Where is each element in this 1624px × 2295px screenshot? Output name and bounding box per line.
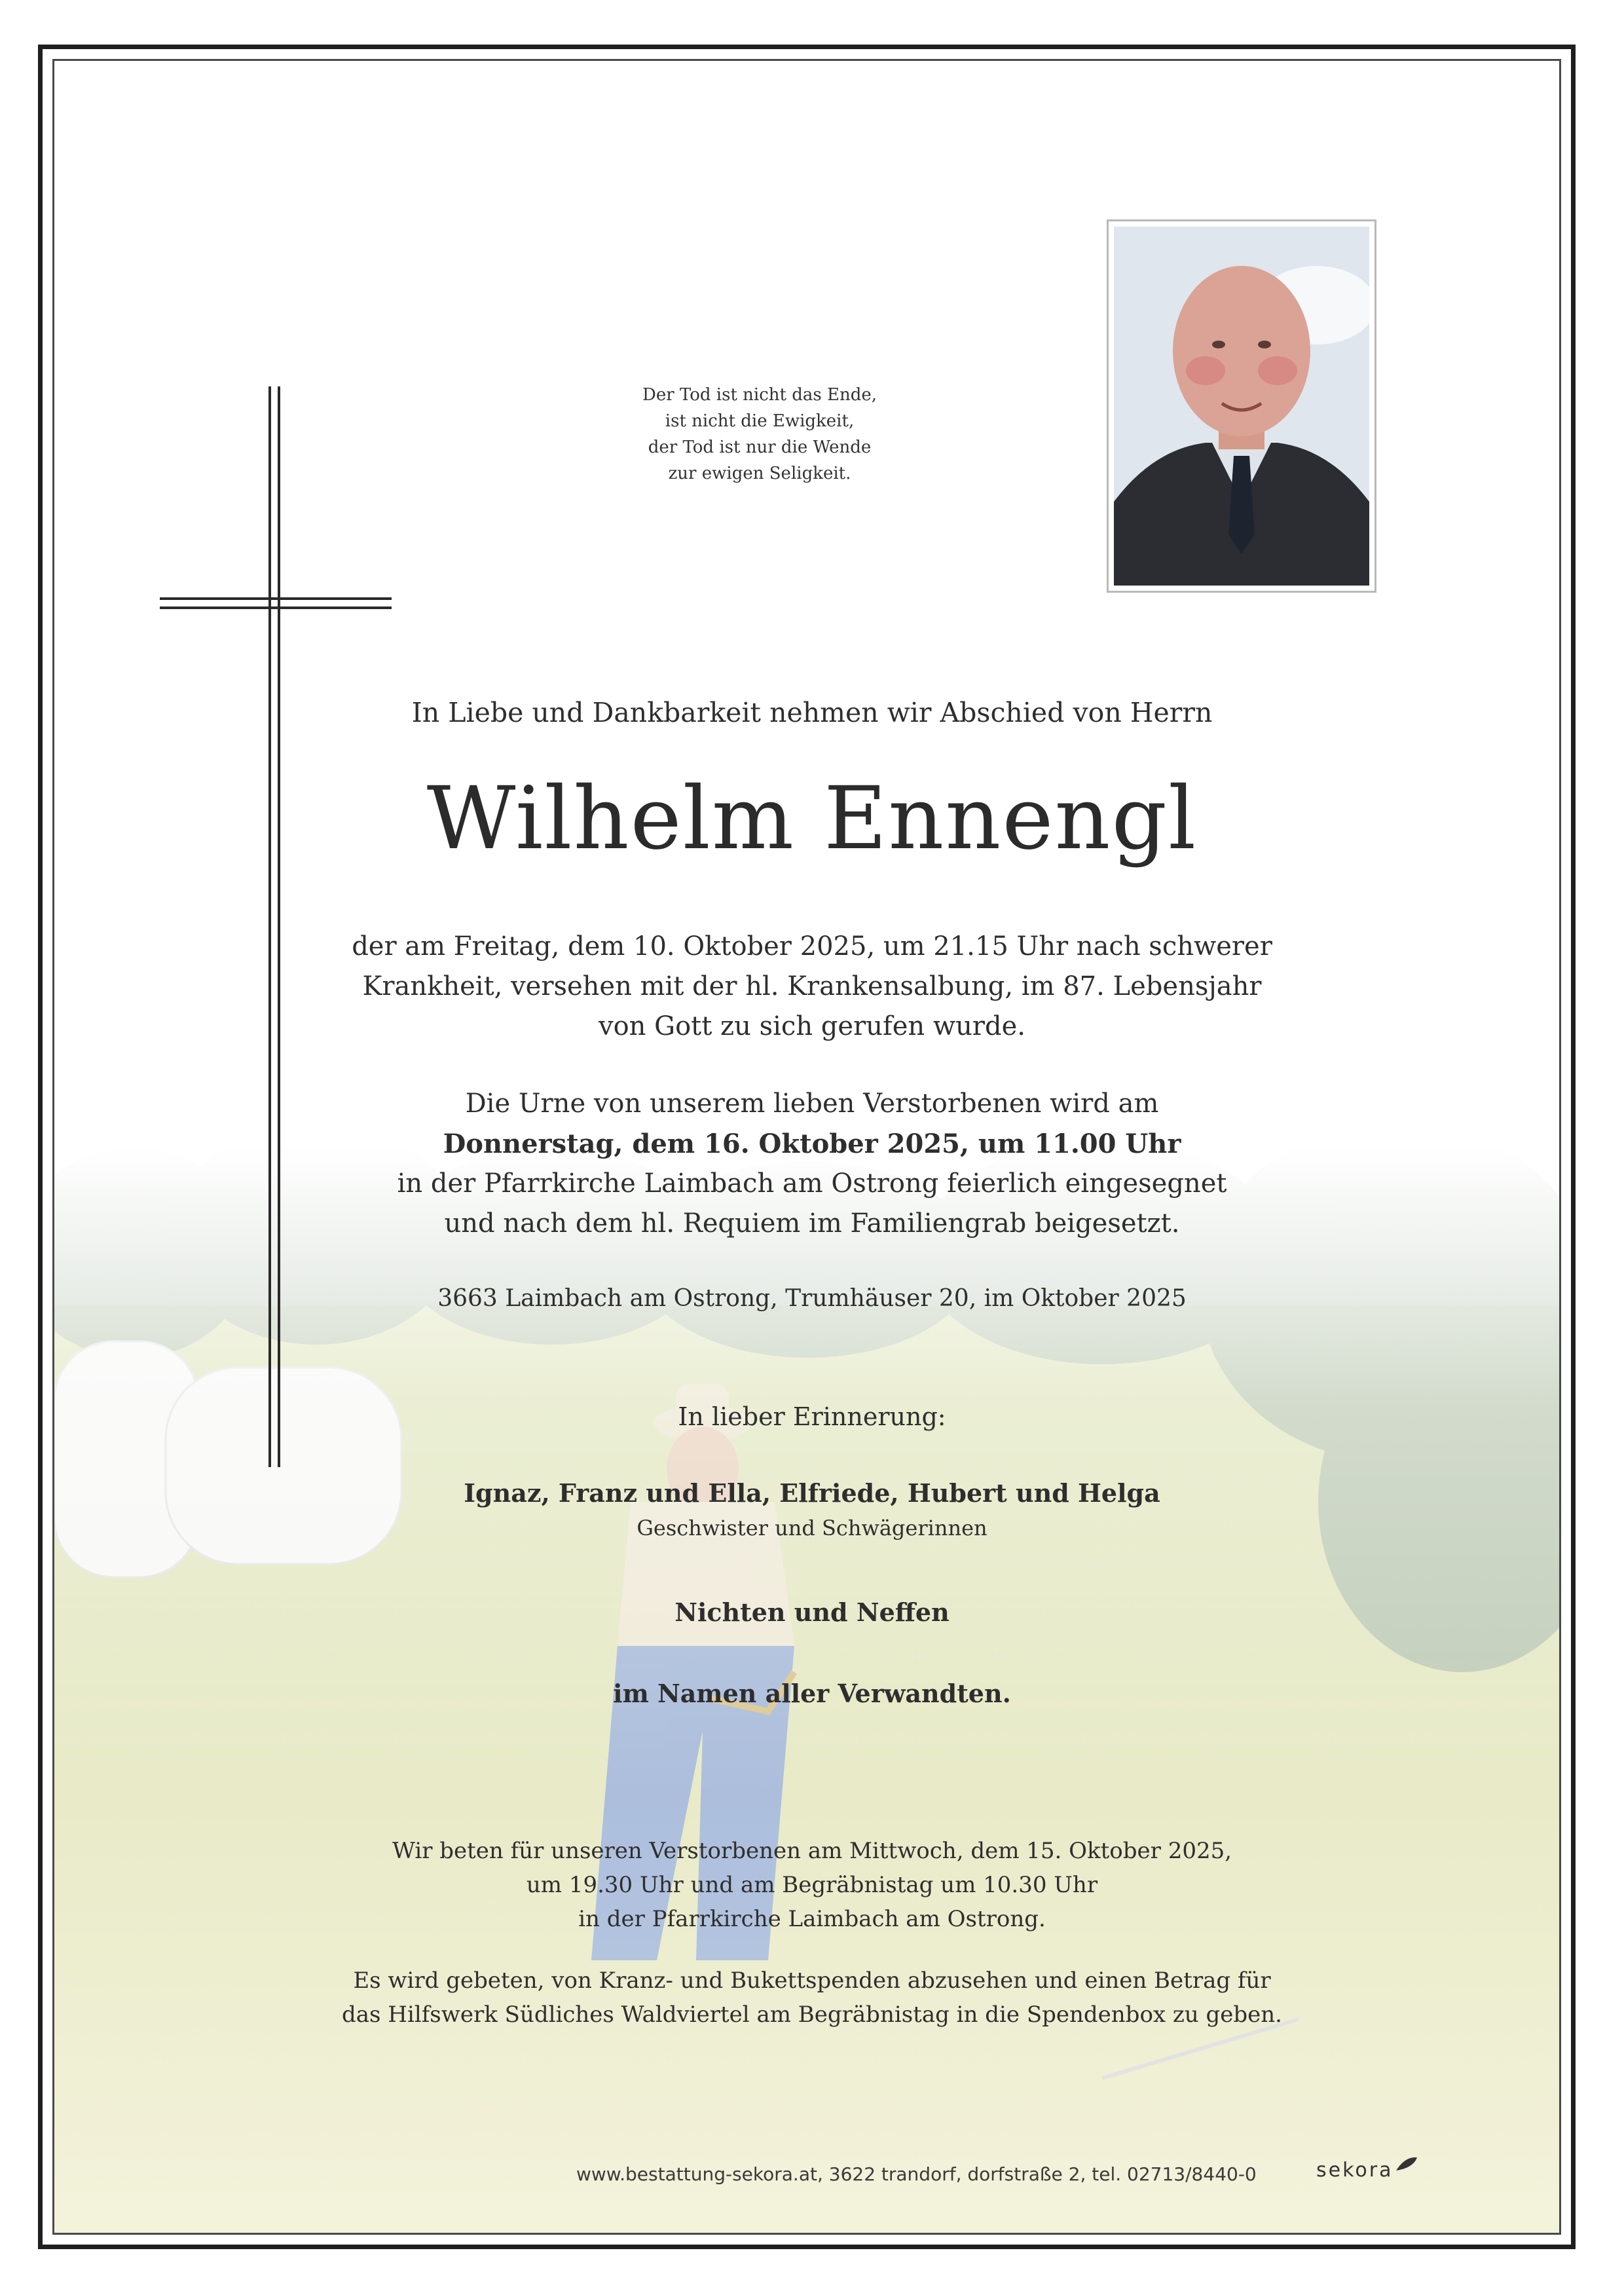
cross-horizontal-line <box>160 597 392 600</box>
poem-line: ist nicht die Ewigkeit, <box>665 411 855 431</box>
deceased-name: Wilhelm Ennengl <box>426 768 1198 869</box>
prayer-line: Wir beten für unseren Verstorbenen am Mittwoch, dem 15. Oktober 2025, <box>392 1838 1232 1864</box>
footer-contact: www.bestattung-sekora.at, 3622 trandorf, dorfstraße 2, tel. 02713/8440-0 <box>576 2163 1257 2185</box>
portrait-photo <box>1107 219 1376 593</box>
poem-line: der Tod ist nur die Wende <box>648 438 872 457</box>
death-paragraph-line: von Gott zu sich gerufen wurde. <box>598 1011 1026 1041</box>
address-line: 3663 Laimbach am Ostrong, Trumhäuser 20, im Oktober 2025 <box>437 1285 1187 1312</box>
mourner-siblings-relation: Geschwister und Schwägerinnen <box>637 1516 987 1540</box>
death-paragraph-line: der am Freitag, dem 10. Oktober 2025, um 21.15 Uhr nach schwerer <box>352 931 1272 961</box>
poem-line: Der Tod ist nicht das Ende, <box>642 385 877 405</box>
mourner-nieces: Nichten und Neffen <box>674 1597 950 1627</box>
sekora-logo <box>1316 2155 1421 2194</box>
donation-paragraph <box>0 1964 1624 2032</box>
funeral-paragraph <box>0 1084 1624 1244</box>
logo-wordmark: sekora <box>1316 2159 1393 2182</box>
intro-line: In Liebe und Dankbarkeit nehmen wir Abschied von Herrn <box>411 697 1213 728</box>
death-paragraph <box>0 927 1624 1047</box>
death-paragraph-line: Krankheit, versehen mit der hl. Krankensalbung, im 87. Lebensjahr <box>362 971 1262 1001</box>
funeral-line: Die Urne von unserem lieben Verstorbenen wird am <box>465 1089 1159 1119</box>
mourner-relatives: im Namen aller Verwandten. <box>613 1679 1011 1708</box>
prayer-line: in der Pfarrkirche Laimbach am Ostrong. <box>578 1906 1046 1932</box>
leaf-icon <box>1393 2155 1420 2174</box>
poem-line: zur ewigen Seligkeit. <box>668 464 851 483</box>
funeral-date-line: Donnerstag, dem 16. Oktober 2025, um 11.00 Uhr <box>443 1129 1181 1159</box>
portrait-image <box>1114 227 1369 586</box>
funeral-line: in der Pfarrkirche Laimbach am Ostrong feierlich eingesegnet <box>397 1168 1227 1199</box>
funeral-line: und nach dem hl. Requiem im Familiengrab beigesetzt. <box>444 1208 1180 1239</box>
cross-horizontal-line <box>160 606 392 609</box>
donation-line: Es wird gebeten, von Kranz- und Bukettspenden abzusehen und einen Betrag für <box>353 1968 1271 1994</box>
prayer-line: um 19.30 Uhr und am Begräbnistag um 10.30 Uhr <box>526 1872 1098 1898</box>
mourners-list <box>0 1474 1624 1713</box>
prayer-paragraph <box>0 1834 1624 1936</box>
donation-line: das Hilfswerk Südliches Waldviertel am Begräbnistag in die Spendenbox zu geben. <box>342 2002 1282 2028</box>
mourner-siblings: Ignaz, Franz und Ella, Elfriede, Hubert und Helga <box>464 1478 1160 1508</box>
memory-heading: In lieber Erinnerung: <box>678 1402 946 1431</box>
poem <box>576 382 943 487</box>
